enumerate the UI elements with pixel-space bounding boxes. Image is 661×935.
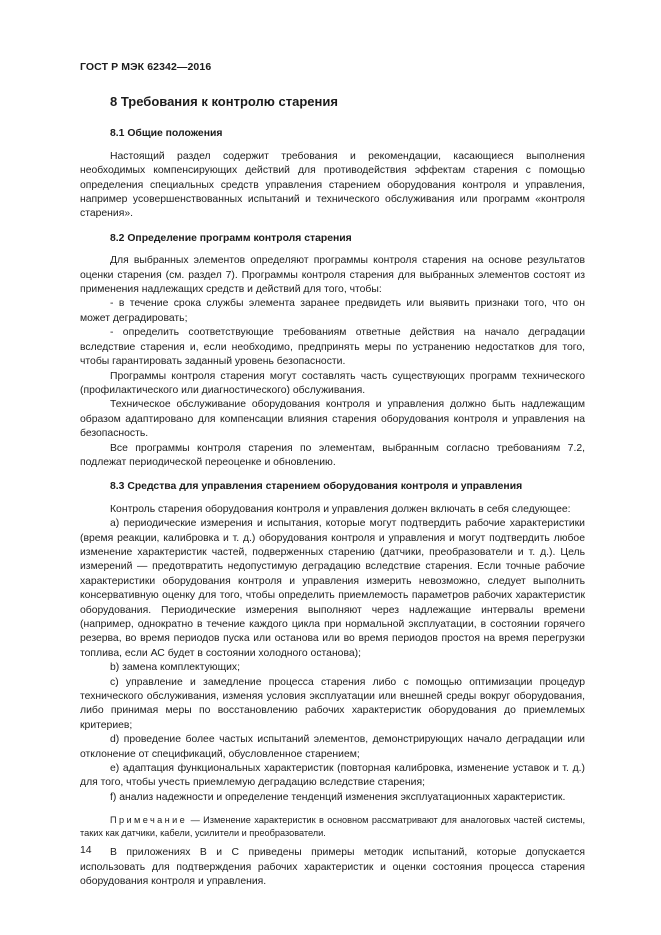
note-text: — Изменение характеристик в основном рассматривают для аналоговых частей системы, таких как датчики, кабели, усилители и преобразователи. xyxy=(80,815,585,838)
paragraph: Настоящий раздел содержит требования и рекомендации, касающиеся выполнения необходимых компенсирующих действий для противодействия эффектам старения с помощью определения специальных средств управления старением оборудования контроля и управления, например усовершенствованных испытаний и технического обслуживания или программ «контроля старения». xyxy=(80,150,585,220)
subsection-title-8-1: 8.1 Общие положения xyxy=(110,128,223,140)
list-item: b) замена комплектующих; xyxy=(110,662,241,674)
list-item: а) периодические измерения и испытания, которые могут подтвердить рабочие характеристики (время реакции, калибровка и т. д.) оборудования контроля и управления и могут подтвердить любое изменение характеристик частей, подверженных старению (датчики, преобразователи и т. д.). Цель измерений — предотвратить недопустимую деградацию вследствие старения. Если точные рабочие характеристики оборудования контроля и управления измерить невозможно, следует выполнить консервативную оценку для того, чтобы определить приемлемость параметров рабочих характеристик оборудования. Периодические измерения выполняют через надлежащие интервалы времени (например, однократно в течение каждого цикла при нормальной эксплуатации, в состоянии горячего резерва, во время периодов пуска или останова или во время периодов простоя на время перегрузки топлива, если АС будет в состоянии холодного останова); xyxy=(80,518,585,659)
subsection-title-8-3: 8.3 Средства для управления старением оборудования контроля и управления xyxy=(110,481,523,493)
list-item: с) управление и замедление процесса старения либо с помощью оптимизации процедур технического обслуживания, изменяя условия эксплуатации или внешней среды вокруг оборудования, либо принимая меры по восстановлению рабочих характеристик оборудования до приемлемых критериев; xyxy=(80,676,585,731)
subsection-title-8-2: 8.2 Определение программ контроля старения xyxy=(110,232,352,244)
list-item: f) анализ надежности и определение тенденций изменения эксплуатационных характеристик. xyxy=(110,791,566,803)
document-header: ГОСТ Р МЭК 62342—2016 xyxy=(80,61,212,73)
paragraph: Контроль старения оборудования контроля и управления должен включать в себя следующее: xyxy=(110,503,571,515)
paragraph: Техническое обслуживание оборудования контроля и управления должно быть надлежащим образом адаптировано для компенсации влияния старения оборудования контроля и управления на безопасность. xyxy=(80,399,585,440)
section-title: 8 Требования к контролю старения xyxy=(110,94,338,109)
paragraph: Все программы контроля старения по элементам, выбранным согласно требованиям 7.2, подлежат периодической переоценке и обновлению. xyxy=(80,442,585,468)
list-item: - в течение срока службы элемента заранее предвидеть или выявить признаки того, что он может деградировать; xyxy=(80,298,585,324)
note xyxy=(80,814,585,839)
paragraph: Для выбранных элементов определяют программы контроля старения на основе результатов оценки старения (см. раздел 7). Программы контроля старения для выбранных элементов состоят из применения надлежащих средств и действий для того, чтобы: xyxy=(80,255,585,296)
list-item: е) адаптация функциональных характеристик (повторная калибровка, изменение уставок и т. д.) для того, чтобы учесть приемлемую деградацию вследствие старения; xyxy=(80,763,585,789)
note-label: Примечание xyxy=(110,815,188,826)
document-body xyxy=(80,95,585,889)
paragraph: Программы контроля старения могут составлять часть существующих программ технического (профилактического или диагностического) обслуживания. xyxy=(80,370,585,396)
page-number: 14 xyxy=(80,845,92,856)
paragraph: В приложениях В и С приведены примеры методик испытаний, которые допускается использовать для подтверждения рабочих характеристик и оценки состояния процесса старения оборудования контроля и управления. xyxy=(80,847,585,887)
list-item: - определить соответствующие требованиям ответные действия на начало деградации вследствие старения и, если необходимо, предпринять меры по устранению недостатков для того, чтобы гарантировать заданный уровень безопасности. xyxy=(80,327,585,368)
list-item: d) проведение более частых испытаний элементов, демонстрирующих начало деградации или отклонение от спецификаций, обусловленное старением; xyxy=(80,734,585,760)
